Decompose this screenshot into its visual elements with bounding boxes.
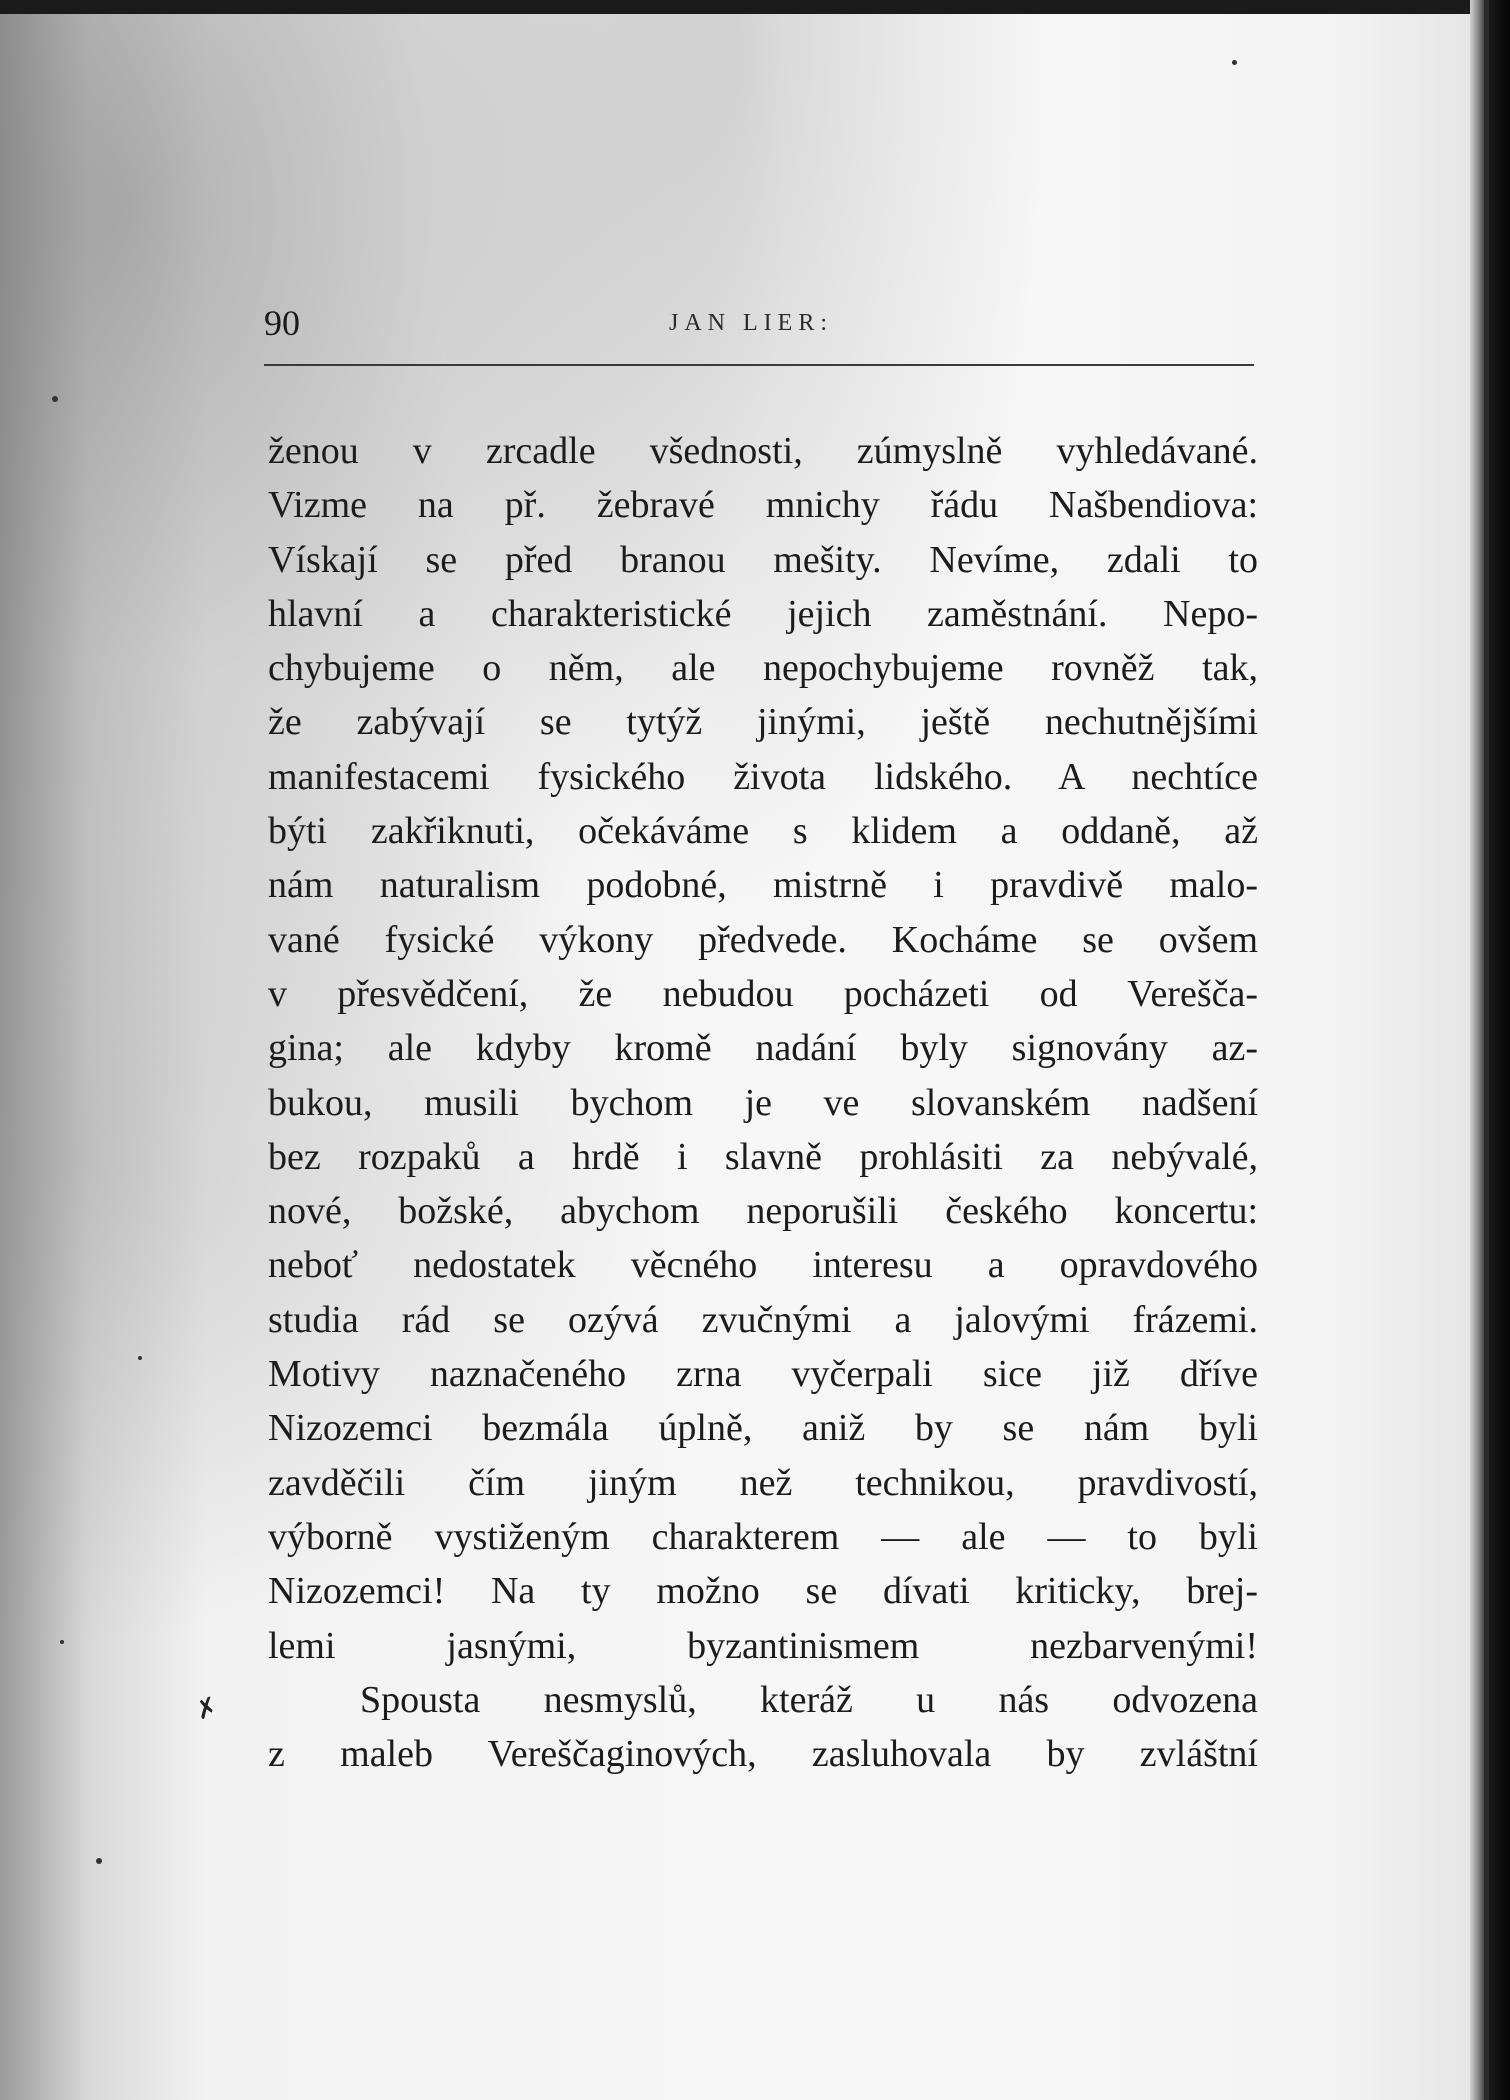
text-line: Spousta nesmyslů, kteráž u nás odvozena [360, 1678, 1258, 1721]
text-line: Vískají se před branou mešity. Nevíme, zdali to [268, 538, 1258, 581]
text-line: Vizme na př. žebravé mnichy řádu Našbendiova: [268, 484, 1258, 527]
running-head: JAN LIER: [669, 310, 833, 336]
text-line: nám naturalism podobné, mistrně i pravdivě malo- [268, 864, 1258, 907]
text-line: bez rozpaků a hrdě i slavně prohlásiti za nebývalé, [268, 1135, 1258, 1178]
text-line: zavděčili čím jiným než technikou, pravdivostí, [268, 1461, 1258, 1504]
scan-speck [1232, 60, 1237, 65]
text-line: lemi jasnými, byzantinismem nezbarvenými! [268, 1624, 1258, 1667]
text-line: z maleb Vereščaginových, zasluhovala by zvláštní [268, 1733, 1258, 1776]
text-line: gina; ale kdyby kromě nadání byly signovány az- [268, 1027, 1258, 1070]
scan-speck [138, 1356, 142, 1360]
text-line: manifestacemi fysického života lidského. A nechtíce [268, 755, 1258, 798]
margin-annotation-mark: ✗ [191, 1691, 223, 1727]
text-line: výborně vystiženým charakterem — ale — to byli [268, 1515, 1258, 1558]
scan-top-border [0, 0, 1470, 14]
text-line: chybujeme o něm, ale nepochybujeme rovněž tak, [268, 647, 1258, 690]
text-line: hlavní a charakteristické jejich zaměstnání. Nepo- [268, 592, 1258, 635]
text-line: bukou, musili bychom je ve slovanském nadšení [268, 1081, 1258, 1124]
text-line: vané fysické výkony předvede. Kocháme se ovšem [268, 918, 1258, 961]
text-line: Motivy naznačeného zrna vyčerpali sice již dříve [268, 1353, 1258, 1396]
scan-speck [60, 1640, 64, 1644]
text-line: ženou v zrcadle všednosti, zúmyslně vyhledávané. [268, 430, 1258, 472]
page-header [264, 298, 1254, 352]
text-line: neboť nedostatek věcného interesu a opravdového [268, 1244, 1258, 1287]
body-text [268, 424, 1258, 1781]
text-line: býti zakřiknuti, očekáváme s klidem a oddaně, až [268, 810, 1258, 853]
text-line: že zabývají se tytýž jinými, ještě nechutnějšími [268, 701, 1258, 744]
scan-speck [96, 1858, 102, 1864]
scan-right-border [1470, 0, 1510, 2100]
header-rule [264, 364, 1254, 366]
text-line: studia rád se ozývá zvučnými a jalovými frázemi. [268, 1298, 1258, 1341]
page-gutter-line [1484, 0, 1489, 2100]
text-line: v přesvědčení, že nebudou pocházeti od Vereščа- [268, 972, 1258, 1015]
scan-speck [52, 396, 58, 402]
text-line: nové, božské, abychom neporušili českého koncertu: [268, 1190, 1258, 1233]
text-line: Nizozemci! Na ty možno se dívati kriticky, brej- [268, 1570, 1258, 1613]
text-line: Nizozemci bezmála úplně, aniž by se nám byli [268, 1407, 1258, 1450]
page-number: 90 [264, 303, 300, 343]
